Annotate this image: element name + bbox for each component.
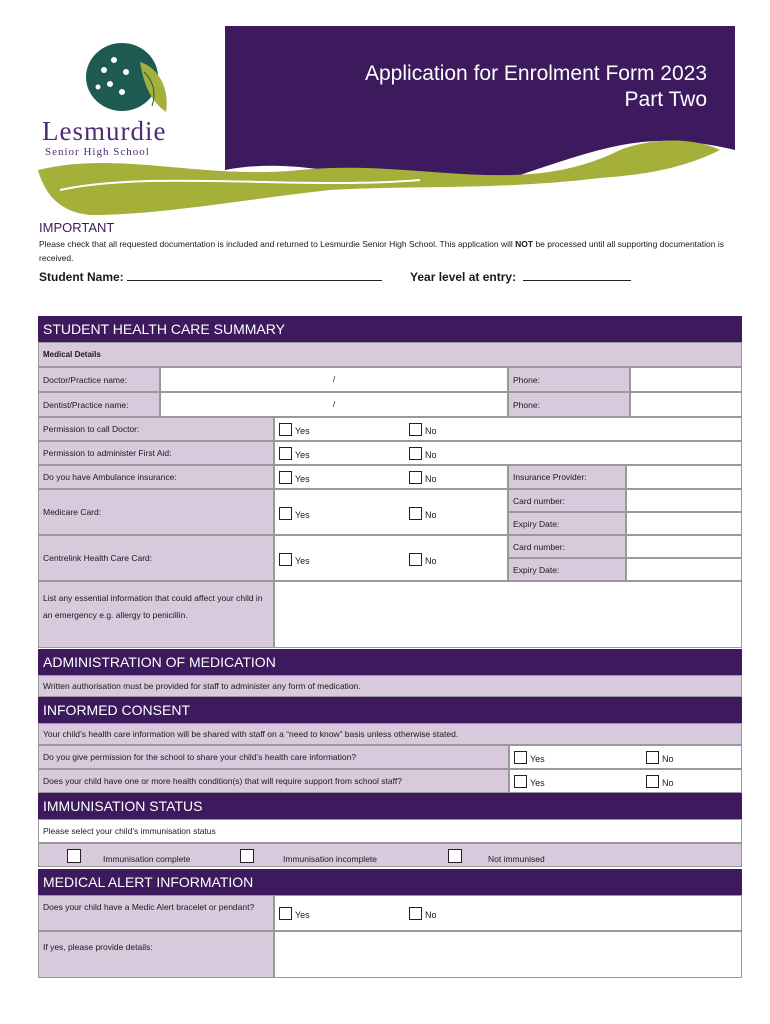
consent-q2-no[interactable]: No [646,775,674,788]
ambulance-options [274,465,508,489]
ambulance-label: Do you have Ambulance insurance: [38,465,274,489]
permission-first-aid-no[interactable]: No [409,447,437,460]
health-summary-heading: STUDENT HEALTH CARE SUMMARY [38,316,742,342]
dentist-input[interactable] [160,392,508,417]
consent-q1-label: Do you give permission for the school to share your child’s health care information? [38,745,509,769]
medic-alert-question: Does your child have a Medic Alert bracelet or pendant? [38,895,274,931]
immunisation-options [38,843,742,867]
centrelink-card-number-input[interactable] [626,535,742,558]
doctor-slash: / [332,374,336,384]
doctor-phone-input[interactable] [630,367,742,392]
immunisation-prompt: Please select your child’s immunisation status [38,819,742,843]
permission-doctor-label: Permission to call Doctor: [38,417,274,441]
consent-q1-no[interactable]: No [646,751,674,764]
immunisation-complete-checkbox[interactable] [67,849,81,863]
student-name-field[interactable] [39,269,382,284]
consent-q2-label: Does your child have one or more health condition(s) that will require support from school staff? [38,769,509,793]
medicare-label: Medicare Card: [38,489,274,535]
medical-details-label: Medical Details [38,342,742,367]
year-level-line[interactable] [523,269,631,281]
centrelink-options [274,535,508,581]
essential-info-label: List any essential information that could affect your child in an emergency e.g. allergy to penicillin. [38,581,274,648]
centrelink-expiry-label: Expiry Date: [508,558,626,581]
medic-alert-details-input[interactable] [274,931,742,978]
immunisation-incomplete-label: Immunisation incomplete [283,854,378,864]
centrelink-expiry-input[interactable] [626,558,742,581]
medic-alert-options [274,895,742,931]
consent-text: Your child’s health care information will be shared with staff on a “need to know” basis unless otherwise stated. [38,723,742,745]
medication-heading: ADMINISTRATION OF MEDICATION [38,649,742,675]
important-heading: IMPORTANT [39,220,115,235]
medic-alert-yes[interactable]: Yes [279,907,310,920]
student-name-line[interactable] [127,269,382,281]
medical-alert-heading: MEDICAL ALERT INFORMATION [38,869,742,895]
insurance-provider-label: Insurance Provider: [508,465,626,489]
permission-doctor-yes[interactable]: Yes [279,423,310,436]
immunisation-complete-label: Immunisation complete [103,854,191,864]
important-notice: Please check that all requested documentation is included and returned to Lesmurdie Senior High School. This application will NOT be processed until all supporting documentation is received. [39,239,724,263]
permission-first-aid-yes[interactable]: Yes [279,447,310,460]
medicare-card-number-label: Card number: [508,489,626,512]
medicare-expiry-label: Expiry Date: [508,512,626,535]
medicare-no[interactable]: No [409,507,437,520]
permission-doctor-no[interactable]: No [409,423,437,436]
permission-first-aid-options [274,441,742,465]
school-name: Lesmurdie [42,116,167,146]
medicare-options [274,489,508,535]
ambulance-no[interactable]: No [409,471,437,484]
student-name-label: Student Name: [39,270,124,284]
insurance-provider-input[interactable] [626,465,742,489]
form-title: Application for Enrolment Form 2023 [365,62,707,85]
dentist-phone-label: Phone: [508,392,630,417]
doctor-input[interactable] [160,367,508,392]
centrelink-no[interactable]: No [409,553,437,566]
consent-q2-options [509,769,742,793]
centrelink-yes[interactable]: Yes [279,553,310,566]
consent-q1-options [509,745,742,769]
essential-info-input[interactable] [274,581,742,648]
school-logo-emblem [82,32,174,118]
centrelink-label: Centrelink Health Care Card: [38,535,274,581]
consent-q2-yes[interactable]: Yes [514,775,545,788]
dentist-label: Dentist/Practice name: [38,392,160,417]
year-level-field[interactable] [410,269,631,284]
medication-text: Written authorisation must be provided for staff to administer any form of medication. [38,675,742,697]
medicare-yes[interactable]: Yes [279,507,310,520]
permission-first-aid-label: Permission to administer First Aid: [38,441,274,465]
ambulance-yes[interactable]: Yes [279,471,310,484]
school-name-sub: Senior High School [45,146,150,158]
year-level-label: Year level at entry: [410,270,517,284]
doctor-phone-label: Phone: [508,367,630,392]
form-subtitle: Part Two [624,88,707,111]
consent-q1-yes[interactable]: Yes [514,751,545,764]
medic-alert-details-label: If yes, please provide details: [38,931,274,978]
doctor-label: Doctor/Practice name: [38,367,160,392]
dentist-slash: / [332,399,336,409]
medicare-expiry-input[interactable] [626,512,742,535]
permission-doctor-options [274,417,742,441]
consent-heading: INFORMED CONSENT [38,697,742,723]
immunisation-incomplete-checkbox[interactable] [240,849,254,863]
not-immunised-checkbox[interactable] [448,849,462,863]
medicare-card-number-input[interactable] [626,489,742,512]
medic-alert-no[interactable]: No [409,907,437,920]
not-immunised-label: Not immunised [488,854,545,864]
dentist-phone-input[interactable] [630,392,742,417]
centrelink-card-number-label: Card number: [508,535,626,558]
immunisation-heading: IMMUNISATION STATUS [38,793,742,819]
